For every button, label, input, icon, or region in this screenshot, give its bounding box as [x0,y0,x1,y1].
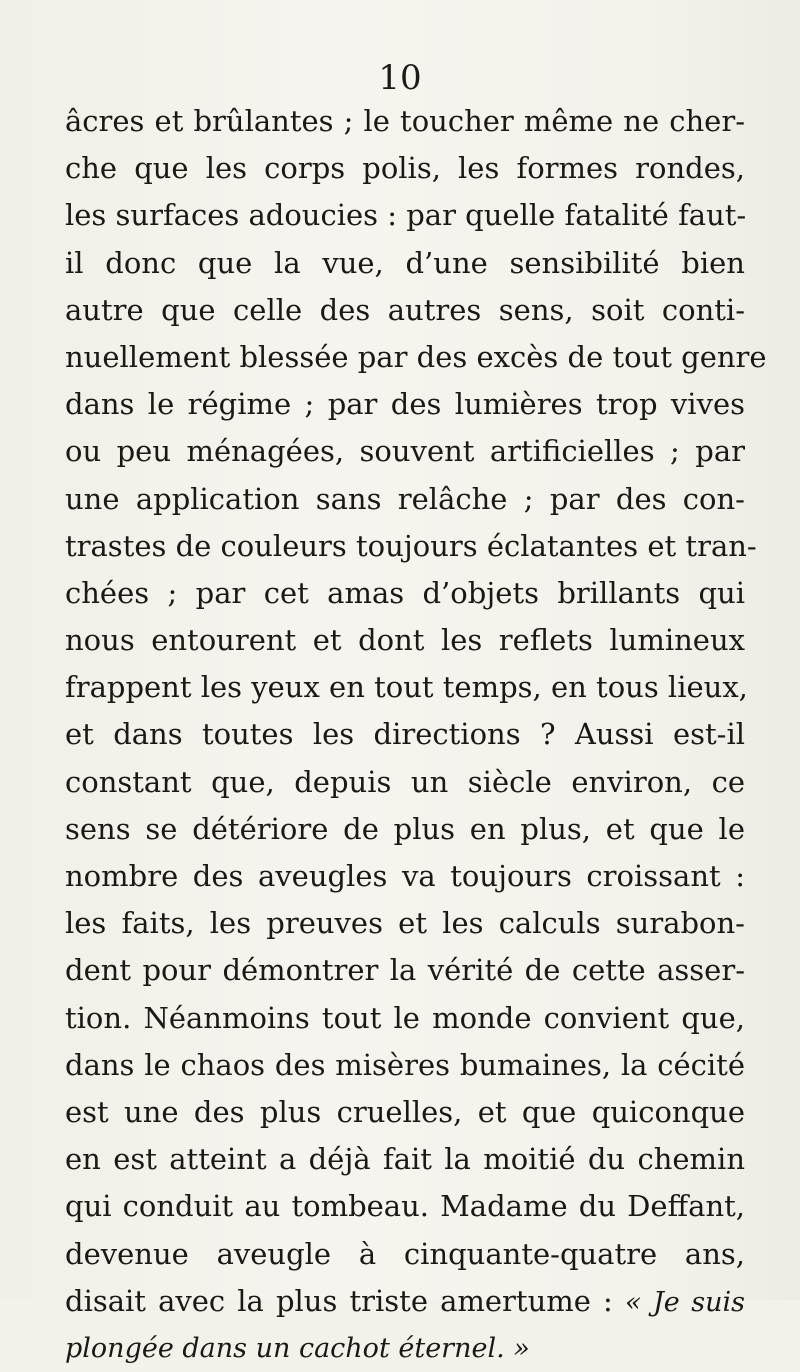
text-line: nous entourent et dont les reflets lumineux [65,623,745,658]
text-line: les faits, les preuves et les calculs surabon- [65,906,745,941]
text-line: dent pour démontrer la vérité de cette asser- [65,953,745,988]
text-line: disait avec la plus triste amertume : [65,1283,613,1318]
text-line: chées ; par cet amas d’objets brillants qui [65,575,745,610]
text-line: une application sans relâche ; par des con- [65,481,745,516]
text-line: constant que, depuis un siècle environ, ce [65,764,745,799]
text-line-with-quote [65,1278,745,1325]
text-line: est une des plus cruelles, et que quiconque [65,1094,745,1129]
text-line: nuellement blessée par des excès de tout genre [65,339,767,374]
text-line: tion. Néanmoins tout le monde convient que, [65,1000,745,1035]
text-line: che que les corps polis, les formes rondes, [65,151,745,186]
quote-end: plongée dans un cachot éternel. » [65,1332,530,1364]
text-line: et dans toutes les directions ? Aussi est-il [65,717,745,752]
quote-start: « Je suis [624,1286,746,1318]
text-line: autre que celle des autres sens, soit conti- [65,292,745,327]
text-line: dans le régime ; par des lumières trop vives [65,387,745,422]
text-line: ou peu ménagées, souvent artificielles ; par [65,434,745,469]
text-line: devenue aveugle à cinquante-quatre ans, [65,1236,745,1271]
text-line: qui conduit au tombeau. Madame du Deffant, [65,1189,745,1224]
text-line: nombre des aveugles va toujours croissant : [65,859,745,893]
text-line: il donc que la vue, d’une sensibilité bien [65,245,745,280]
text-line: dans le chaos des misères bumaines, la cécité [65,1047,745,1082]
text-line: les surfaces adoucies : par quelle fatalité faut- [65,198,747,233]
body-text [65,98,767,1372]
text-line: âcres et brûlantes ; le toucher même ne cher- [65,104,745,138]
text-line: en est atteint a déjà fait la moitié du chemin [65,1142,745,1177]
text-line: sens se détériore de plus en plus, et que le [65,811,745,846]
text-line: trastes de couleurs toujours éclatantes et tran- [65,528,757,563]
text-line: frappent les yeux en tout temps, en tous lieux, [65,670,748,705]
page-number: 10 [378,58,422,98]
